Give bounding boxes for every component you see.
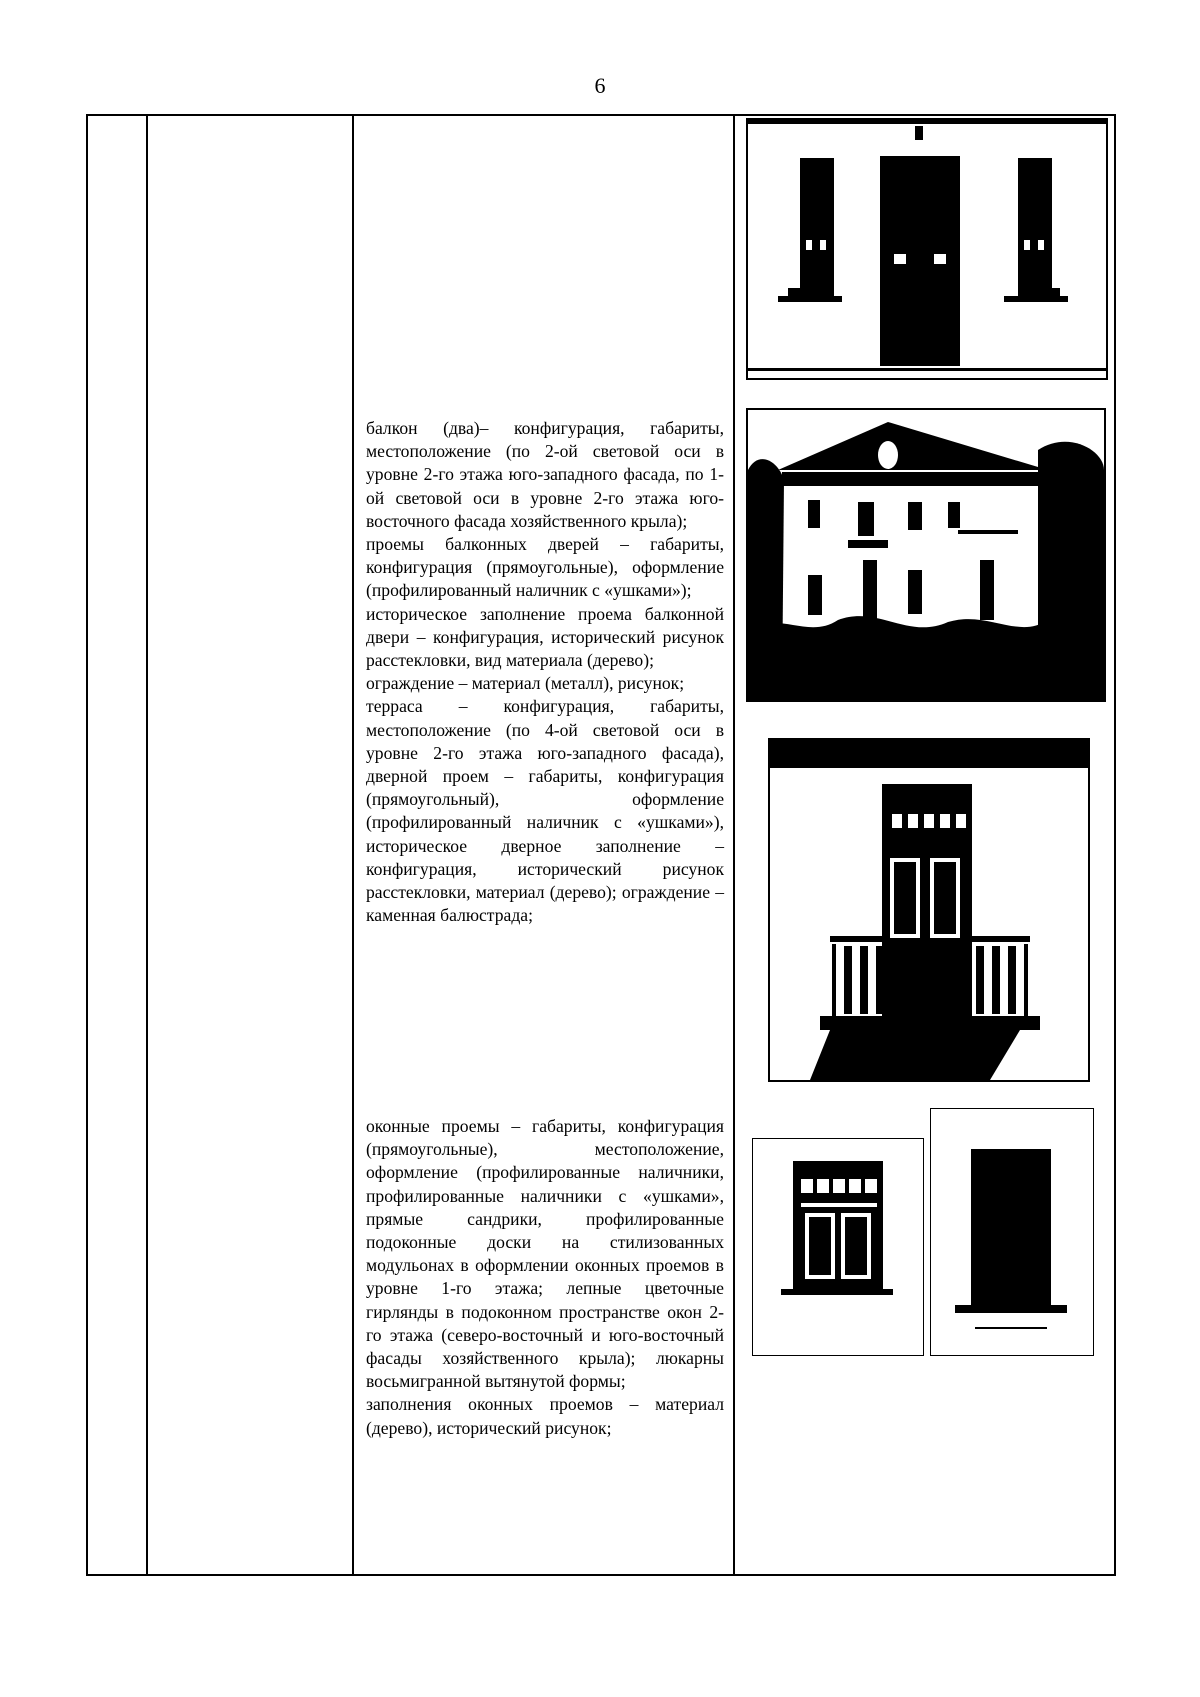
two-storey-building-photo-icon	[748, 410, 1104, 700]
table-col-line-4	[733, 114, 735, 1576]
balcony-balustrade-photo-icon	[770, 740, 1088, 1080]
table-col-line-2	[146, 114, 148, 1576]
text-window-filling: заполнения оконных проемов – материал (дерево), исторический рисунок;	[366, 1394, 724, 1438]
table-col-line-1	[86, 114, 88, 1576]
text-terrace: терраса – конфигурация, габариты, местоположение (по 4-ой световой оси в уровне 2-го этажа юго-западного фасада), дверной проем – габариты, конфигурация (прямоугольный), оформление (профилированный наличник с «ушками»), историческое дверное заполнение – конфигурация, исторический рисунок расстекловки, материал (дерево); ограждение – каменная балюстрада;	[366, 696, 724, 926]
photo-facade-openings	[746, 118, 1108, 380]
description-block-windows	[366, 1115, 724, 1440]
table-col-line-3	[352, 114, 354, 1576]
photo-door	[930, 1108, 1094, 1356]
table-bottom-border	[86, 1574, 1116, 1576]
description-block-balcony	[366, 417, 724, 927]
photo-building-facade	[746, 408, 1106, 702]
photo-window	[752, 1138, 924, 1356]
window-frame-photo-icon	[753, 1139, 923, 1355]
table-top-border	[86, 114, 1116, 116]
facade-windows-door-photo-icon	[748, 120, 1106, 378]
door-opening-photo-icon	[931, 1109, 1093, 1355]
text-window-openings: оконные проемы – габариты, конфигурация (прямоугольные), местоположение, оформление (профилированные наличники, профилированные наличники с «ушками», прямые сандрики, профилированные подоконные доски на стилизованных модульонах в оформлении оконных проемов в уровне 1-го этажа; лепные цветочные гирлянды в подоконном пространстве окон 2-го этажа (северо-восточный и юго-восточный фасады хозяйственного крыла); люкарны восьмигранной вытянутой формы;	[366, 1116, 724, 1392]
text-balcony-door-openings: проемы балконных дверей – габариты, конфигурация (прямоугольные), оформление (профилированный наличник с «ушками»);	[366, 534, 724, 601]
page-number: 6	[594, 73, 606, 98]
photo-balcony-door	[768, 738, 1090, 1082]
text-railing: ограждение – материал (металл), рисунок;	[366, 673, 685, 694]
table-col-line-5	[1114, 114, 1116, 1576]
text-balcony-door-filling: историческое заполнение проема балконной двери – конфигурация, исторический рисунок расстекловки, вид материала (дерево);	[366, 603, 724, 671]
text-balcony: балкон (два)– конфигурация, габариты, местоположение (по 2-ой световой оси в уровне 2-го этажа юго-западного фасада, по 1-ой световой оси в уровне 2-го этажа юго-восточного фасада хозяйственного крыла);	[366, 418, 724, 531]
